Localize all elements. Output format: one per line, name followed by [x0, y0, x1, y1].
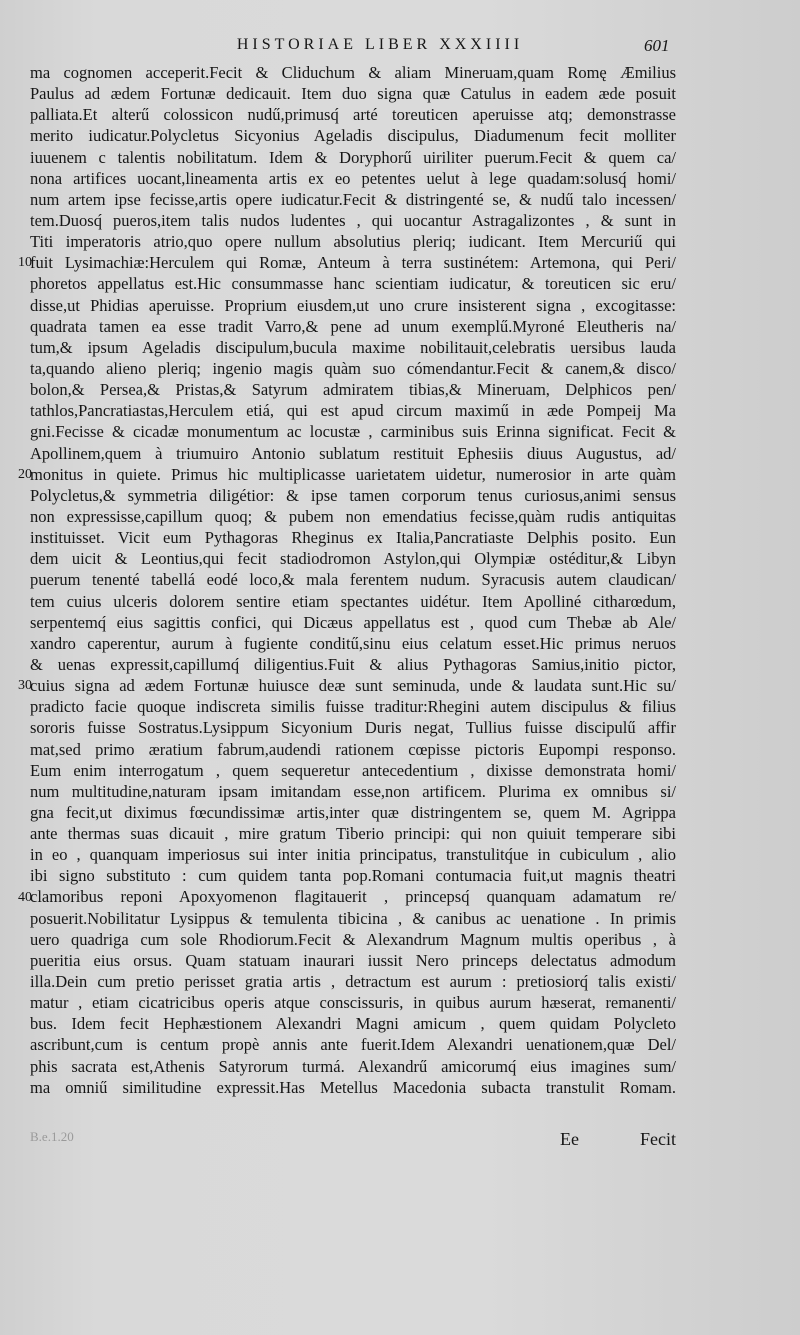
page-footer: [30, 1129, 676, 1151]
text-line: sororis fuisse Sostratus.Lysippum Sicyonium Duris negat, Tullius fuisse discipulű affir: [30, 718, 676, 738]
text-line: merito iudicatur.Polycletus Sicyonius Ageladis discipulus, Diadumenum fecit molliter: [30, 126, 676, 146]
margin-line-number: 20: [18, 466, 32, 482]
text-line: Titi imperatoris atrio,quo opere nullum absolutius pleriq; iudicant. Item Mercuriű qui: [30, 232, 676, 252]
folio-number: 601: [644, 36, 670, 55]
text-line: tum,& ipsum Ageladis discipulum,bucula maxime nobilitauit,celebratis uersibus lauda: [30, 337, 676, 357]
text-line: tem cuius ulceris dolorem sentire etiam spectantes uidétur. Item Apolliné citharœdum,: [30, 591, 676, 611]
text-line: pradicto facie quoque indiscreta similis fuisse traditur:Rhegini autem discipulus & filius: [30, 697, 676, 717]
text-line: posuerit.Nobilitatur Lysippus & temulenta tibicina , & canibus ac uenatione . In primis: [30, 908, 676, 928]
text-line: illa.Dein cum pretio perisset gratia artis , detractum est aurum : pretiosiorq́ talis existi/: [30, 972, 676, 992]
text-line: phoretos appellatus est.Hic consummasse hanc scientiam iudicatur, & toreuticen sic eru/: [30, 274, 676, 294]
text-line: pueritia eius orsus. Quam statuam inaurari iussit Nero princeps delectatus admodum: [30, 950, 676, 970]
text-line: ta,quando alieno pleriq; ingenio magis quàm suo cómendantur.Fecit & canem,& disco/: [30, 358, 676, 378]
text-line: instituisset. Vicit eum Pythagoras Rheginus ex Italia,Pancratiaste Delphis posito. Eun: [30, 528, 676, 548]
text-line: uero quadriga cum sole Rhodiorum.Fecit & Alexandrum Magnum multis operibus , à: [30, 929, 676, 949]
text-line: num multitudine,naturam ipsam imitandam esse,non artificem. Plurima ex omnibus si/: [30, 781, 676, 801]
body-text: [30, 62, 676, 1098]
text-line: iuuenem c talentis nobilitatum. Idem & Doryphorű uiriliter puerum.Fecit & quem ca/: [30, 147, 676, 167]
signature-mark: Ee: [560, 1129, 579, 1149]
text-line: clamoribus reponi Apoxyomenon flagitauerit , princepsq́ quanquam adamatum re/: [30, 887, 676, 907]
text-line: monitus in quiete. Primus hic multiplicasse uarietatem uidetur, numerosior in arte quàm: [30, 464, 676, 484]
text-line: palliata.Et alterű colossicon nudű,primusq́ arté toreuticen aperuisse atq; demonstrasse: [30, 105, 676, 125]
text-line: tathlos,Pancratiastas,Herculem etiá, qui est apud circum maximű in æde Pompeij Ma: [30, 401, 676, 421]
text-line: gni.Fecisse & cicadæ monumentum ac locustæ , carminibus suis Erinna significat. Fecit &: [30, 422, 676, 442]
text-line: Polycletus,& symmetria diligétior: & ipse tamen corporum tenus curiosus,animi sensus: [30, 485, 676, 505]
text-line: Apollinem,quem à triumuiro Antonio sublatum restituit Ephesiis diuus Augustus, ad/: [30, 443, 676, 463]
text-line: tem.Duosq́ pueros,item talis nudos ludentes , qui uocantur Astragalizontes , & sunt in: [30, 210, 676, 230]
text-line: dem uicit & Leontius,qui fecit stadiodromon Astylon,qui Olympiæ ostéditur,& Libyn: [30, 549, 676, 569]
text-line: puerum tenenté tabellá eodé loco,& mala ferentem nudum. Syracusis autem claudican/: [30, 570, 676, 590]
text-line: Eum enim interrogatum , quem sequeretur antecedentium , dixisse demonstrata homi/: [30, 760, 676, 780]
text-line: matur , etiam cicatricibus operis atque conscissuris, in quibus aurum hæserat, remanenti/: [30, 993, 676, 1013]
catchword: Fecit: [640, 1129, 676, 1149]
text-line: in eo , quanquam imperiosus sui inter initia principatus, transtulitq́ue in cubiculum , alio: [30, 845, 676, 865]
margin-line-number: 30: [18, 678, 32, 694]
text-line: phis sacrata est,Athenis Satyrorum turmá. Alexandrű amicorumq́ eius imagines sum/: [30, 1056, 676, 1076]
text-line: ibi signo substituto : cum quidem tanta pop.Romani contumacia fuit,ut magnis theatri: [30, 866, 676, 886]
margin-line-number: 10: [18, 255, 32, 271]
text-line: disse,ut Phidias aperuisse. Proprium eiusdem,ut uno crure insisterent signa , excogitasse:: [30, 295, 676, 315]
text-line: fuit Lysimachiæ:Herculem qui Romæ, Anteum à terra sustinétem: Artemona, qui Peri/: [30, 253, 676, 273]
margin-line-number: 40: [18, 889, 32, 905]
text-line: gna fecit,ut diximus fœcundissimæ artis,inter quæ distringentem se, quem M. Agrippa: [30, 802, 676, 822]
text-line: Paulus ad ædem Fortunæ dedicauit. Item duo signa quæ Catulus in eadem æde posuit: [30, 84, 676, 104]
text-line: num artem ipse fecisse,artis opere iudicatur.Fecit & distringenté se, & nudű talo incessen/: [30, 189, 676, 209]
text-line: ascribunt,cum is centum propè annis ante fuerit.Idem Alexandri uenationem,quæ Del/: [30, 1035, 676, 1055]
text-line: serpentemq́ eius sagittis confici, qui Dicæus appellatus est , quod cum Thebæ ab Ale/: [30, 612, 676, 632]
text-line: quadrata tamen ea esse tradit Varro,& pene ad unum exemplű.Myroné Eleutheris na/: [30, 316, 676, 336]
running-head: HISTORIAE LIBER XXXIIII: [236, 36, 524, 53]
text-line: xandro caperentur, aurum à fugiente conditű,sinu eius celatum esset.Hic primus neruos: [30, 633, 676, 653]
text-line: ma omniű similitudine expressit.Has Metellus Macedonia subacta transtulit Romam.: [30, 1077, 676, 1097]
text-line: cuius signa ad ædem Fortunæ huiusce deæ sunt seminuda, unde & laudata sunt.Hic su/: [30, 676, 676, 696]
text-line: nona artifices uocant,lineamenta artis ex eo petentes uelut à lege quadam:solusq́ homi/: [30, 168, 676, 188]
text-line: bolon,& Persea,& Pristas,& Satyrum admiratem tibias,& Mineruam, Delphicos pen/: [30, 380, 676, 400]
text-line: ante thermas suas dicauit , mire gratum Tiberio principi: qui non quiuit temperare sibi: [30, 824, 676, 844]
text-line: mat,sed primo æratium fabrum,audendi rationem cœpisse pictoris Eupompi responso.: [30, 739, 676, 759]
text-line: & uenas expressit,capillumq́ diligentius.Fuit & alius Pythagoras Samius,initio pictor,: [30, 654, 676, 674]
text-line: bus. Idem fecit Hephæstionem Alexandri Magni amicum , quem quidam Polycleto: [30, 1014, 676, 1034]
text-line: non expressisse,capillum quoq; & pubem non emendatius fecisse,quàm rudis antiquitas: [30, 506, 676, 526]
faded-note: B.e.1.20: [30, 1129, 74, 1144]
text-line: ma cognomen acceperit.Fecit & Cliduchum & aliam Mineruam,quam Romę Æmilius: [30, 63, 676, 82]
